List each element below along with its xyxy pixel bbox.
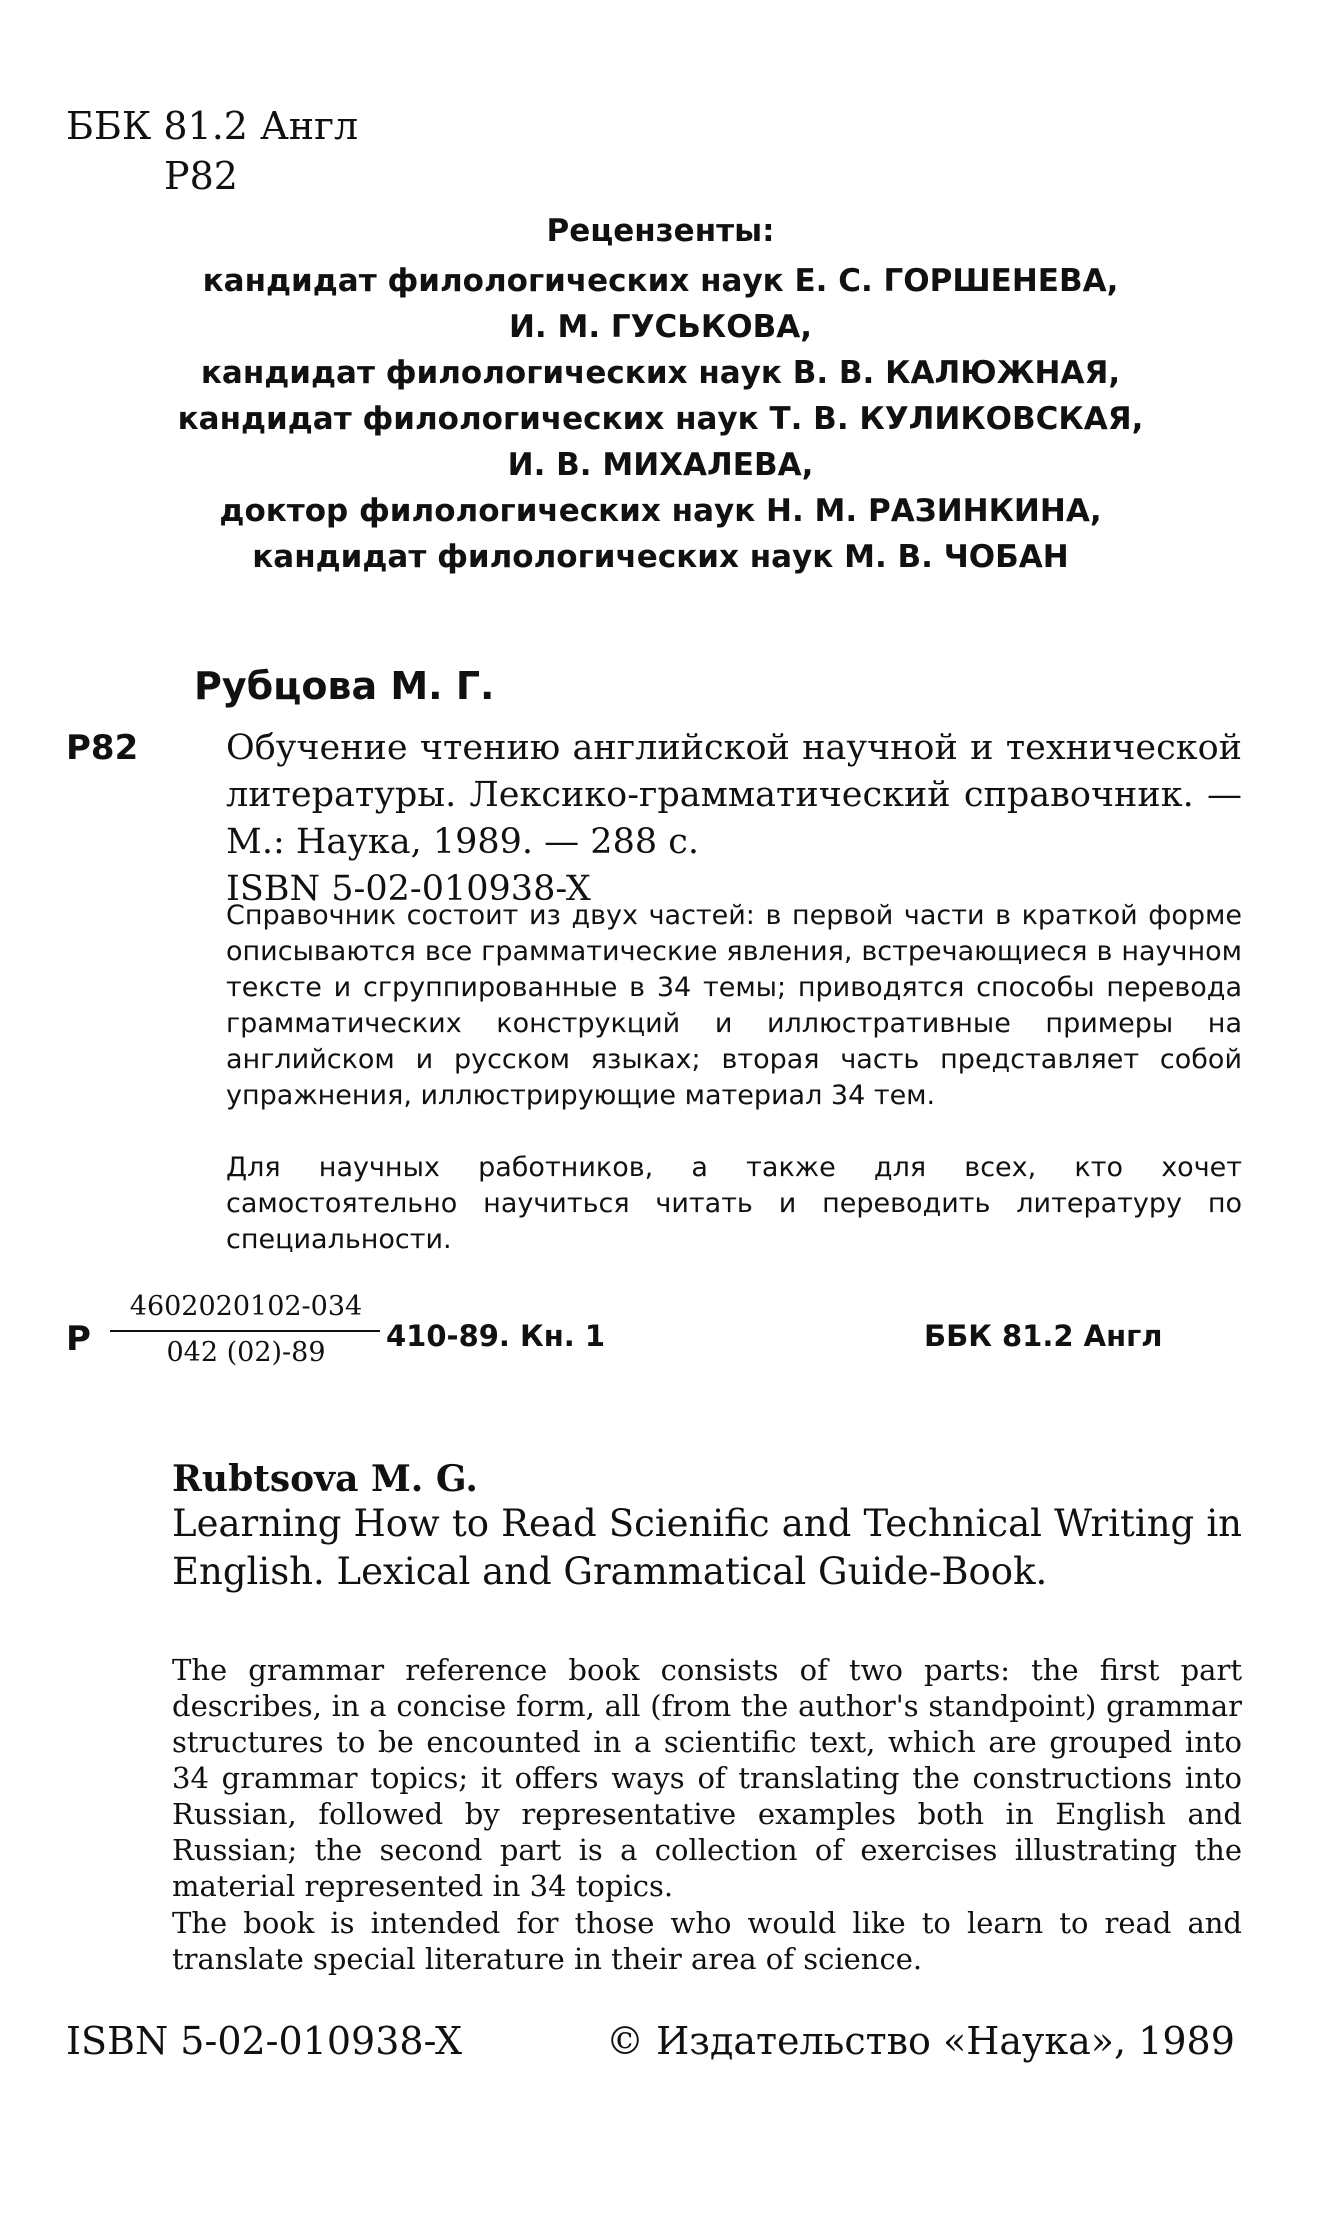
isbn-footer: ISBN 5-02-010938-X <box>66 2019 463 2063</box>
catalog-denominator: 042 (02)-89 <box>166 1337 326 1368</box>
book-title-russian <box>226 725 1242 913</box>
abstract-russian-1: Справочник состоит из двух частей: в первой части в краткой форме описываются все грамматические явления, встречающиеся в научном тексте и сгруппированные в 34 темы; приводятся способы перевода грамматических конструкций и иллюстративные примеры на английском и русском языках; вторая часть представляет собой упражнения, иллюстрирующие материал 34 тем. <box>226 900 1242 1111</box>
reviewer-line: кандидат филологических наук Т. В. КУЛИКОВСКАЯ, <box>177 401 1144 437</box>
author-name-english: Rubtsova M. G. <box>172 1458 478 1500</box>
reviewers-heading: Рецензенты: <box>546 213 775 249</box>
author-name-russian: Рубцова М. Г. <box>194 664 495 708</box>
author-code-left: Р82 <box>66 728 139 768</box>
title-russian-text: Обучение чтению английской научной и технической литературы. Лексико-грамматический справочник. — М.: Наука, 1989. — 288 с. <box>226 728 1242 862</box>
bbk-classification: ББК 81.2 Англ <box>66 104 359 148</box>
abstract-russian-2: Для научных работников, а также для всех, кто хочет самостоятельно научиться читать и переводить литературу по специальности. <box>226 1152 1242 1255</box>
reviewer-line: доктор филологических наук Н. М. РАЗИНКИНА, <box>219 493 1102 529</box>
bbk-classification-right: ББК 81.2 Англ <box>924 1319 1163 1353</box>
catalog-fraction-bar <box>110 1330 380 1332</box>
catalog-numerator: 4602020102-034 <box>129 1291 363 1322</box>
reviewer-line: кандидат филологических наук Е. С. ГОРШЕНЕВА, <box>202 263 1119 299</box>
reviewer-line: И. М. ГУСЬКОВА, <box>508 309 813 345</box>
catalog-letter: Р <box>66 1319 91 1359</box>
abstract-english-2: The book is intended for those who would like to learn to read and translate special literature in their area of science. <box>172 1906 1242 1976</box>
reviewer-line: кандидат филологических наук М. В. ЧОБАН <box>252 539 1069 575</box>
abstract-english-1: The grammar reference book consists of two parts: the first part describes, in a concise form, all (from the author's standpoint) grammar structures to be encounted in a scientific text, which are grouped into 34 grammar topics; it offers ways of translating the constructions into Russian, followed by representative examples both in English and Russian; the second part is a collection of exercises illustrating the material represented in 34 topics. <box>172 1653 1242 1903</box>
book-title-english: Learning How to Read Scienific and Technical Writing in English. Lexical and Grammatical Guide-Book. <box>172 1502 1242 1593</box>
isbn-russian: ISBN 5-02-010938-X <box>226 869 591 909</box>
reviewers-block <box>0 208 1321 580</box>
reviewer-line: И. В. МИХАЛЕВА, <box>507 447 814 483</box>
reviewer-line: кандидат филологических наук В. В. КАЛЮЖНАЯ, <box>200 355 1121 391</box>
copyright-notice: © Издательство «Наука», 1989 <box>606 2019 1235 2063</box>
catalog-number: 410-89. Кн. 1 <box>386 1319 606 1353</box>
author-code-top: Р82 <box>164 154 238 198</box>
